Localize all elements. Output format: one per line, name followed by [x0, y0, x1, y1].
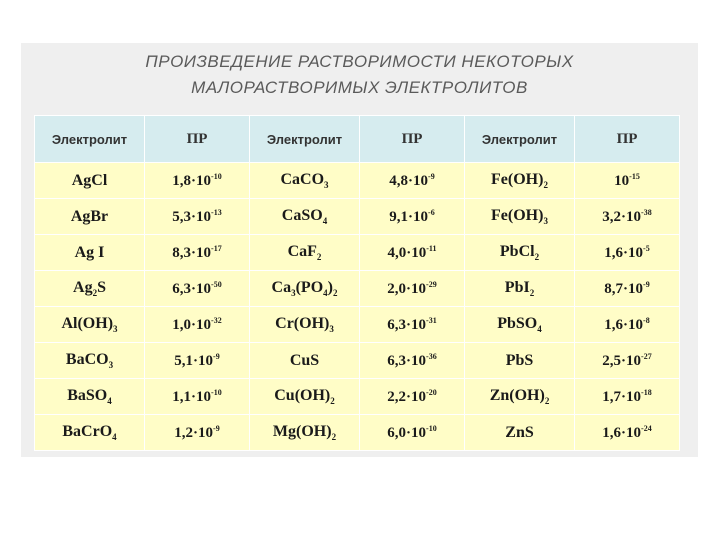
electrolyte-cell — [465, 199, 575, 235]
electrolyte-cell — [35, 307, 145, 343]
formula-text: Ca — [271, 278, 292, 296]
ksp-cell — [360, 199, 465, 235]
electrolyte-cell — [250, 307, 360, 343]
formula-text: Ag I — [74, 243, 105, 261]
ksp-cell — [360, 379, 465, 415]
ksp-cell — [575, 343, 680, 379]
ksp-exponent: -31 — [426, 315, 437, 325]
ksp-exponent: -15 — [629, 171, 640, 181]
ksp-exponent: -50 — [211, 279, 222, 289]
electrolyte-cell — [250, 271, 360, 307]
ksp-cell — [360, 415, 465, 451]
ksp-exponent: -10 — [211, 387, 222, 397]
table-row — [35, 343, 680, 379]
formula-subscript: 3 — [329, 324, 334, 335]
electrolyte-cell — [35, 235, 145, 271]
ksp-exponent: -27 — [641, 351, 652, 361]
electrolyte-cell — [35, 415, 145, 451]
ksp-exponent: -5 — [643, 243, 650, 253]
ksp-exponent: -8 — [643, 315, 650, 325]
formula-text: AgCl — [71, 171, 108, 189]
formula-text-tail: S — [97, 278, 106, 296]
header-electrolyte-3: Электролит — [465, 116, 575, 163]
electrolyte-cell — [465, 271, 575, 307]
formula-text: Fe(OH) — [491, 206, 544, 224]
electrolyte-cell — [35, 379, 145, 415]
ksp-cell — [575, 235, 680, 271]
header-electrolyte-2: Электролит — [250, 116, 360, 163]
ksp-mantissa: 4,0·10 — [387, 244, 427, 261]
ksp-exponent: -6 — [428, 207, 435, 217]
ksp-mantissa: 1,0·10 — [172, 316, 212, 333]
formula-subscript: 2 — [534, 252, 540, 263]
ksp-cell — [575, 379, 680, 415]
formula-text: Ag — [73, 278, 93, 296]
table-row — [35, 379, 680, 415]
formula-subscript-2: 4 — [323, 288, 328, 299]
ksp-mantissa: 1,6·10 — [604, 244, 644, 261]
electrolyte-cell — [250, 343, 360, 379]
formula-subscript: 3 — [543, 216, 548, 227]
ksp-cell — [575, 199, 680, 235]
table-row — [35, 199, 680, 235]
ksp-exponent: -9 — [213, 423, 220, 433]
ksp-cell — [360, 343, 465, 379]
formula-text: Al(OH) — [61, 314, 114, 332]
ksp-exponent: -9 — [213, 351, 220, 361]
formula-subscript-3: 2 — [332, 288, 338, 299]
table-row — [35, 163, 680, 199]
ksp-exponent: -29 — [426, 279, 437, 289]
formula-text: PbCl — [499, 242, 535, 260]
ksp-mantissa: 2,0·10 — [387, 280, 427, 297]
ksp-mantissa: 10 — [614, 172, 630, 189]
electrolyte-cell — [250, 379, 360, 415]
header-ksp-1: ПР — [145, 116, 250, 163]
table-row — [35, 271, 680, 307]
formula-text: CaCO — [280, 170, 325, 188]
electrolyte-cell — [250, 235, 360, 271]
ksp-exponent: -10 — [426, 423, 437, 433]
formula-text: CaF — [287, 242, 317, 260]
formula-text-tail-2: ) — [327, 278, 333, 296]
ksp-mantissa: 6,3·10 — [172, 280, 212, 297]
ksp-cell — [575, 415, 680, 451]
ksp-exponent: -32 — [211, 315, 222, 325]
ksp-mantissa: 1,8·10 — [172, 172, 212, 189]
formula-subscript: 2 — [529, 288, 535, 299]
ksp-exponent: -11 — [426, 243, 437, 253]
ksp-mantissa: 6,3·10 — [387, 352, 427, 369]
formula-subscript: 2 — [316, 252, 322, 263]
ksp-mantissa: 2,2·10 — [387, 388, 427, 405]
formula-text: CaSO — [281, 206, 323, 224]
solubility-product-table — [34, 115, 680, 451]
formula-text: CuS — [289, 351, 320, 369]
electrolyte-cell — [35, 199, 145, 235]
formula-subscript: 3 — [108, 360, 114, 371]
ksp-cell — [360, 163, 465, 199]
ksp-cell — [145, 379, 250, 415]
formula-text: ZnS — [505, 423, 534, 441]
formula-text: PbSO — [497, 314, 538, 332]
electrolyte-cell — [35, 163, 145, 199]
ksp-mantissa: 6,3·10 — [387, 316, 427, 333]
formula-subscript: 4 — [112, 432, 117, 443]
table-row — [35, 415, 680, 451]
ksp-cell — [145, 235, 250, 271]
formula-text: Mg(OH) — [272, 422, 332, 440]
ksp-mantissa: 1,2·10 — [174, 424, 214, 441]
formula-text: PbI — [504, 278, 530, 296]
ksp-cell — [360, 235, 465, 271]
header-electrolyte-1: Электролит — [35, 116, 145, 163]
formula-subscript: 2 — [92, 288, 98, 299]
ksp-mantissa: 1,6·10 — [604, 316, 644, 333]
ksp-exponent: -38 — [641, 207, 652, 217]
table-row — [35, 235, 680, 271]
table-row — [35, 307, 680, 343]
formula-subscript: 2 — [331, 432, 337, 443]
formula-text: Cr(OH) — [275, 314, 330, 332]
ksp-cell — [145, 163, 250, 199]
ksp-mantissa: 6,0·10 — [387, 424, 427, 441]
slide-panel — [21, 43, 698, 457]
ksp-exponent: -17 — [211, 243, 222, 253]
ksp-mantissa: 4,8·10 — [389, 172, 429, 189]
formula-subscript: 2 — [543, 180, 548, 191]
ksp-mantissa: 8,7·10 — [604, 280, 644, 297]
ksp-exponent: -20 — [426, 387, 437, 397]
electrolyte-cell — [465, 307, 575, 343]
electrolyte-cell — [250, 415, 360, 451]
ksp-mantissa: 5,3·10 — [172, 208, 212, 225]
ksp-cell — [575, 307, 680, 343]
formula-text: BaCrO — [62, 422, 113, 440]
ksp-exponent: -36 — [426, 351, 437, 361]
ksp-cell — [145, 307, 250, 343]
ksp-cell — [145, 415, 250, 451]
ksp-mantissa: 8,3·10 — [172, 244, 212, 261]
electrolyte-cell — [465, 163, 575, 199]
ksp-cell — [575, 271, 680, 307]
electrolyte-cell — [250, 163, 360, 199]
electrolyte-cell — [465, 415, 575, 451]
formula-subscript: 4 — [322, 216, 328, 227]
electrolyte-cell — [35, 343, 145, 379]
formula-text: AgBr — [70, 207, 109, 225]
formula-subscript: 4 — [107, 396, 112, 407]
formula-text: BaSO — [67, 386, 108, 404]
ksp-mantissa: 1,6·10 — [602, 424, 642, 441]
ksp-mantissa: 5,1·10 — [174, 352, 214, 369]
ksp-exponent: -24 — [641, 423, 652, 433]
ksp-mantissa: 2,5·10 — [602, 352, 642, 369]
formula-text: Cu(OH) — [274, 386, 331, 404]
ksp-exponent: -9 — [643, 279, 650, 289]
electrolyte-cell — [465, 379, 575, 415]
ksp-cell — [145, 199, 250, 235]
electrolyte-cell — [465, 343, 575, 379]
formula-subscript: 3 — [291, 288, 296, 299]
electrolyte-cell — [465, 235, 575, 271]
title-line-1: ПРОИЗВЕДЕНИЕ РАСТВОРИМОСТИ НЕКОТОРЫХ — [145, 52, 574, 71]
ksp-exponent: -10 — [211, 171, 222, 181]
ksp-cell — [575, 163, 680, 199]
title-line-2: МАЛОРАСТВОРИМЫХ ЭЛЕКТРОЛИТОВ — [191, 78, 528, 97]
formula-text: Zn(OH) — [489, 386, 545, 404]
ksp-exponent: -13 — [211, 207, 222, 217]
formula-subscript: 2 — [330, 396, 335, 407]
ksp-mantissa: 1,1·10 — [172, 388, 212, 405]
formula-text: Fe(OH) — [491, 170, 544, 188]
formula-subscript: 3 — [113, 324, 118, 335]
ksp-mantissa: 9,1·10 — [389, 208, 429, 225]
formula-text: BaCO — [65, 350, 109, 368]
formula-subscript: 2 — [544, 396, 550, 407]
formula-text: PbS — [505, 351, 534, 369]
formula-subscript: 4 — [537, 324, 542, 335]
ksp-exponent: -9 — [428, 171, 435, 181]
table-header-row — [35, 116, 680, 163]
header-ksp-3: ПР — [575, 116, 680, 163]
ksp-cell — [360, 271, 465, 307]
ksp-mantissa: 3,2·10 — [602, 208, 642, 225]
ksp-mantissa: 1,7·10 — [602, 388, 642, 405]
ksp-exponent: -18 — [641, 387, 652, 397]
ksp-cell — [145, 343, 250, 379]
electrolyte-cell — [250, 199, 360, 235]
ksp-cell — [145, 271, 250, 307]
ksp-cell — [360, 307, 465, 343]
formula-text-tail: (PO — [295, 278, 324, 296]
formula-subscript: 3 — [324, 180, 329, 191]
electrolyte-cell — [35, 271, 145, 307]
header-ksp-2: ПР — [360, 116, 465, 163]
